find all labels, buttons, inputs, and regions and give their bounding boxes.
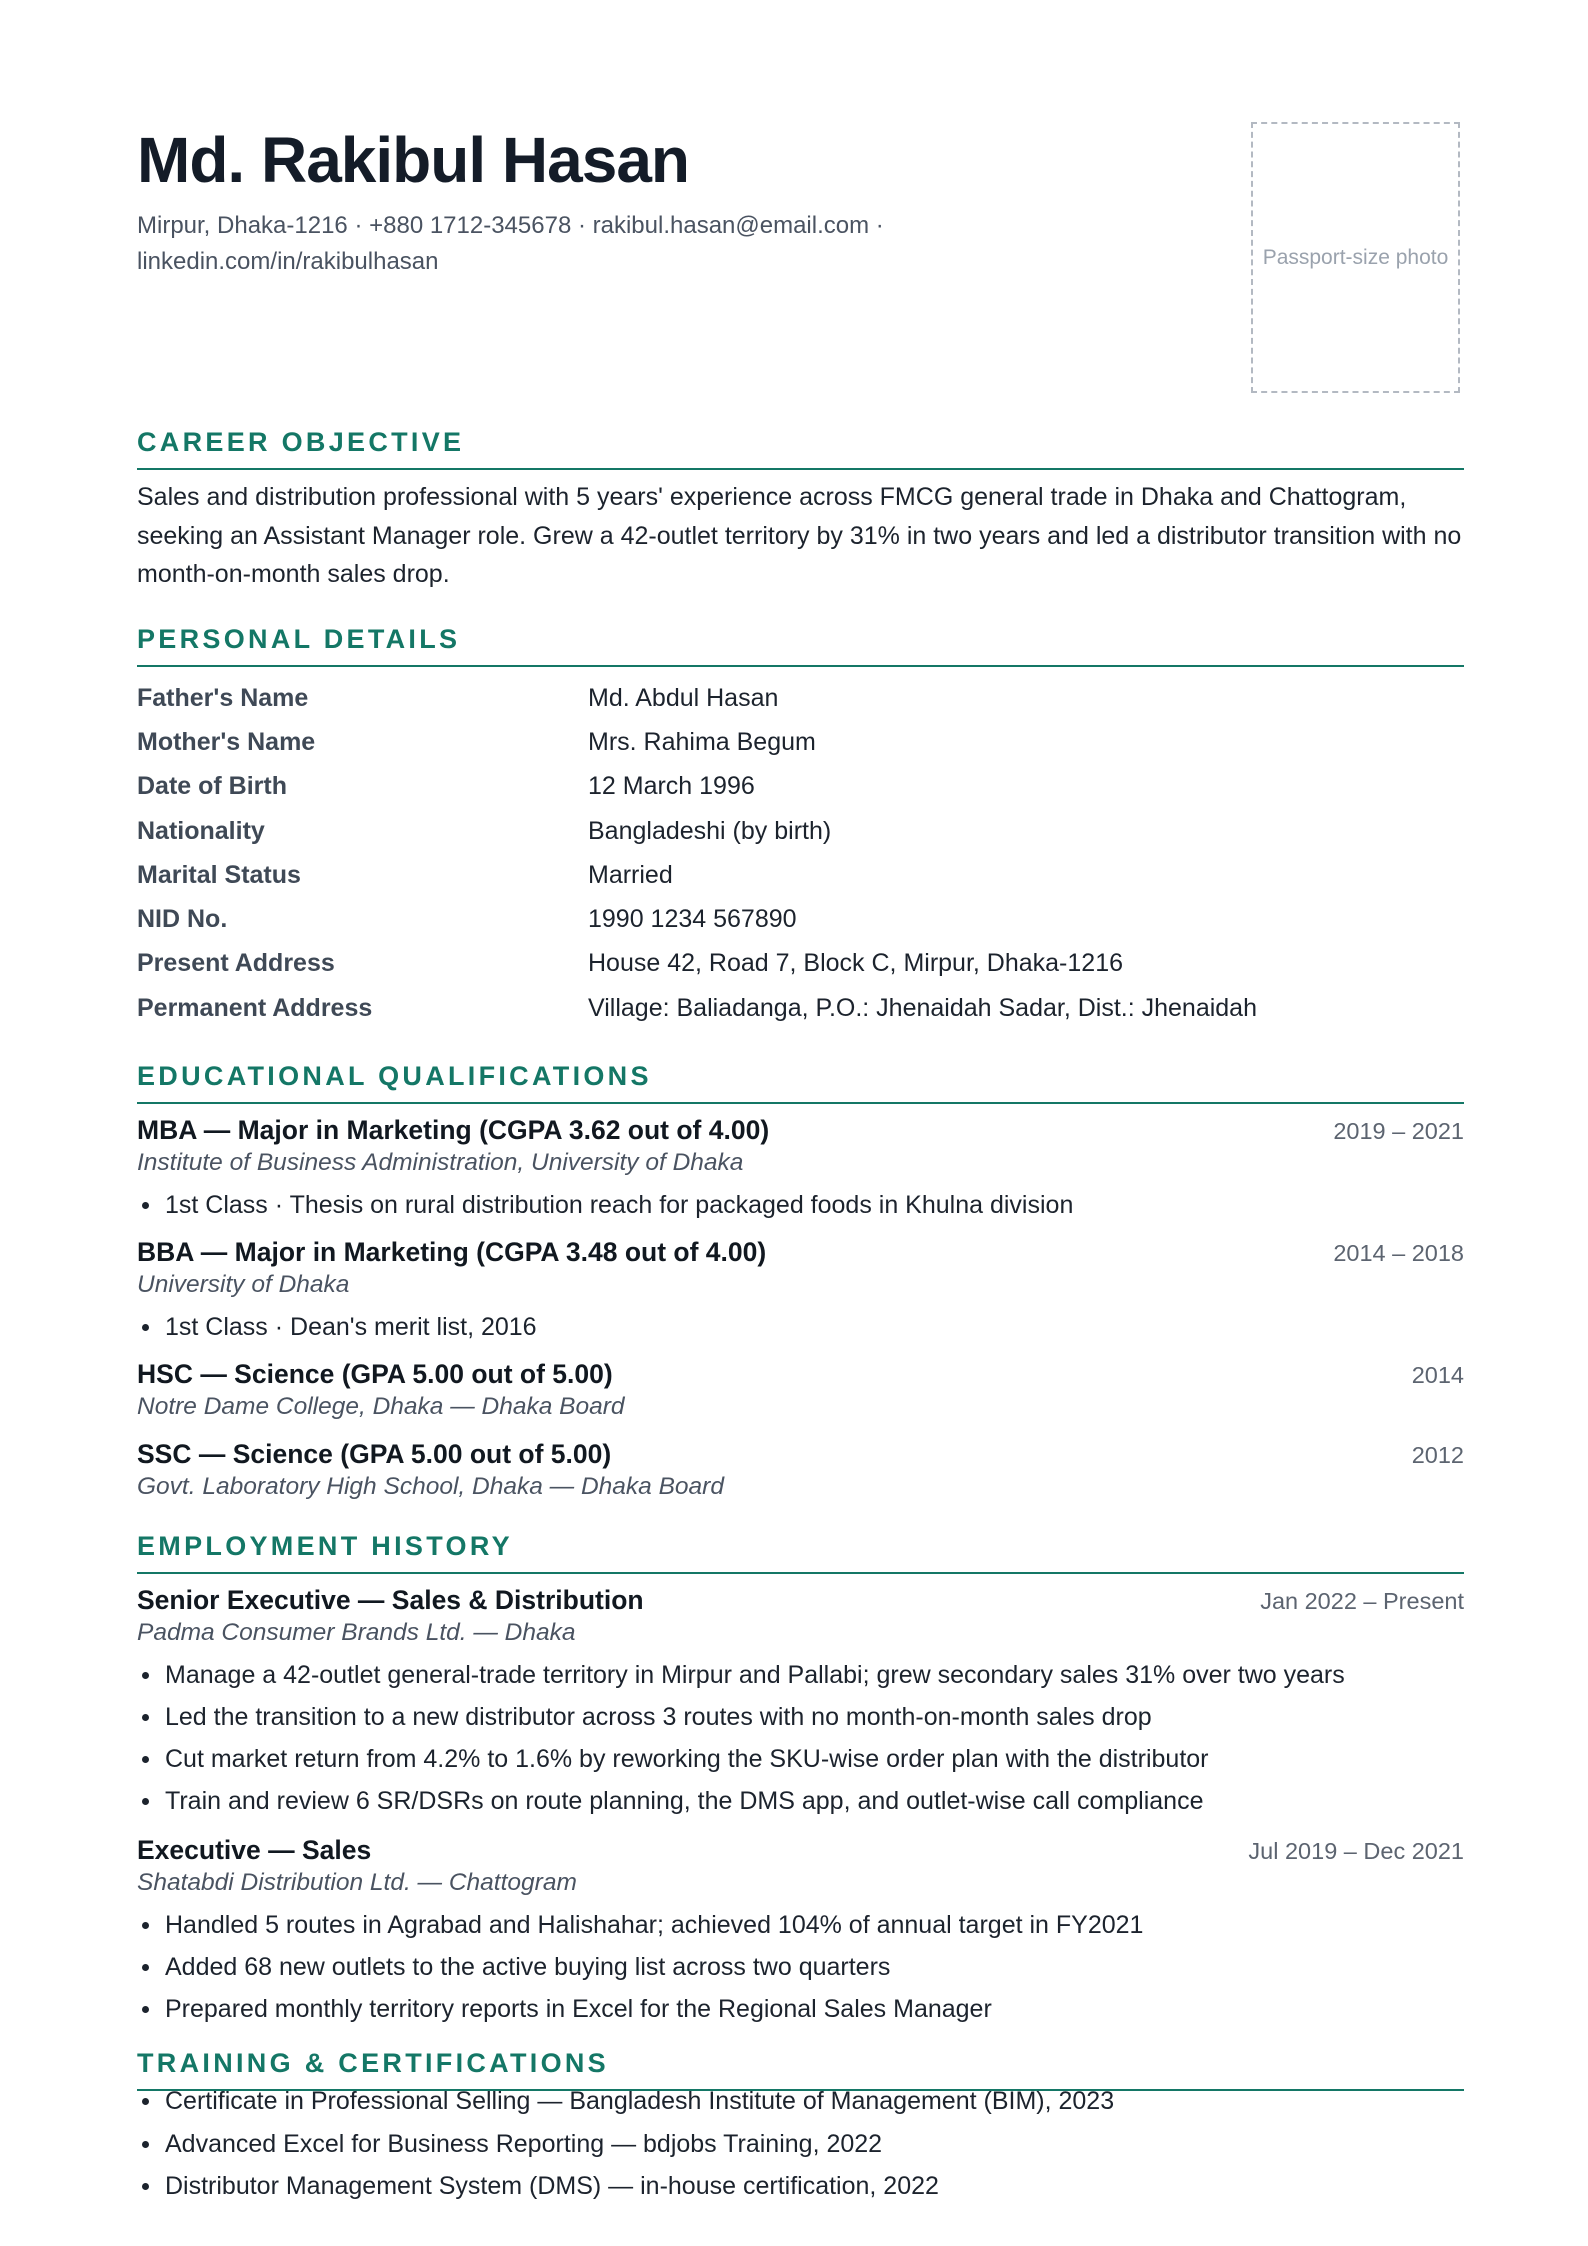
institution-name: University of Dhaka <box>137 1271 350 1298</box>
detail-value: Married <box>588 860 673 889</box>
detail-label: Marital Status <box>137 860 301 889</box>
education-notes <box>137 1306 1464 1348</box>
list-item: Train and review 6 SR/DSRs on route planning, the DMS app, and outlet-wise call compliance <box>137 1780 1464 1822</box>
list-item: 1st Class · Thesis on rural distribution reach for packaged foods in Khulna division <box>137 1184 1464 1226</box>
company-name: Padma Consumer Brands Ltd. — Dhaka <box>137 1619 576 1646</box>
job-entry <box>137 1833 1464 2030</box>
detail-row <box>137 853 1464 897</box>
job-bullets <box>137 1654 1464 1822</box>
list-item: Led the transition to a new distributor across 3 routes with no month-on-month sales drop <box>137 1696 1464 1738</box>
contact-line: Mirpur, Dhaka-1216 · +880 1712-345678 · rakibul.hasan@email.com · <box>137 212 884 239</box>
list-item: Manage a 42-outlet general-trade territory in Mirpur and Pallabi; grew secondary sales 31% over two years <box>137 1654 1464 1696</box>
detail-row <box>137 809 1464 853</box>
detail-value: Village: Baliadanga, P.O.: Jhenaidah Sadar, Dist.: Jhenaidah <box>588 993 1257 1022</box>
detail-row <box>137 765 1464 809</box>
job-role: Executive — Sales <box>137 1835 372 1865</box>
degree-years: 2019 – 2021 <box>1333 1118 1464 1144</box>
detail-label: Nationality <box>137 816 265 845</box>
list-item: 1st Class · Dean's merit list, 2016 <box>137 1306 1464 1348</box>
detail-value: Md. Abdul Hasan <box>588 683 779 712</box>
detail-value: Bangladeshi (by birth) <box>588 816 832 845</box>
education-entry <box>137 1113 1464 1226</box>
photo-placeholder-label: Passport-size photo <box>1262 245 1449 269</box>
degree-title: SSC — Science (GPA 5.00 out of 5.00) <box>137 1439 612 1469</box>
detail-value: Mrs. Rahima Begum <box>588 727 816 756</box>
education-entry <box>137 1357 1464 1422</box>
degree-years: 2014 – 2018 <box>1333 1240 1464 1266</box>
job-dates: Jan 2022 – Present <box>1260 1588 1464 1614</box>
list-item: Cut market return from 4.2% to 1.6% by reworking the SKU-wise order plan with the distributor <box>137 1738 1464 1780</box>
detail-label: Permanent Address <box>137 993 373 1022</box>
detail-row <box>137 986 1464 1030</box>
list-item: Handled 5 routes in Agrabad and Halishahar; achieved 104% of annual target in FY2021 <box>137 1904 1464 1946</box>
detail-row <box>137 676 1464 720</box>
detail-value: House 42, Road 7, Block C, Mirpur, Dhaka-1216 <box>588 949 1123 978</box>
detail-label: NID No. <box>137 905 228 934</box>
detail-row <box>137 897 1464 941</box>
section-title-employment: EMPLOYMENT HISTORY <box>137 1529 1464 1574</box>
institution-name: Govt. Laboratory High School, Dhaka — Dhaka Board <box>137 1473 724 1500</box>
detail-label: Date of Birth <box>137 772 287 801</box>
detail-value: 12 March 1996 <box>588 772 755 801</box>
education-notes <box>137 1184 1464 1226</box>
job-entry <box>137 1583 1464 1822</box>
objective-text: Sales and distribution professional with 5 years' experience across FMCG general trade in Dhaka and Chattogram, seeking an Assistant Manager role. Grew a 42-outlet territory by 31% in two years and led a distributor transition with no month-on-month sales drop. <box>137 483 1462 588</box>
degree-years: 2012 <box>1411 1442 1464 1468</box>
detail-row <box>137 942 1464 986</box>
job-role: Senior Executive — Sales & Distribution <box>137 1585 644 1615</box>
linkedin-link[interactable]: linkedin.com/in/rakibulhasan <box>137 248 439 275</box>
list-item: Certificate in Professional Selling — Bangladesh Institute of Management (BIM), 2023 <box>137 2080 1464 2123</box>
section-title-education: EDUCATIONAL QUALIFICATIONS <box>137 1059 1464 1104</box>
company-name: Shatabdi Distribution Ltd. — Chattogram <box>137 1869 577 1896</box>
degree-title: BBA — Major in Marketing (CGPA 3.48 out of 4.00) <box>137 1237 767 1267</box>
institution-name: Institute of Business Administration, University of Dhaka <box>137 1149 744 1176</box>
detail-row <box>137 720 1464 764</box>
institution-name: Notre Dame College, Dhaka — Dhaka Board <box>137 1393 625 1420</box>
contact-info <box>137 208 957 280</box>
list-item: Added 68 new outlets to the active buying list across two quarters <box>137 1946 1464 1988</box>
section-title-objective: CAREER OBJECTIVE <box>137 425 1464 470</box>
job-bullets <box>137 1904 1464 2030</box>
section-title-training: TRAINING & CERTIFICATIONS <box>137 2046 1464 2091</box>
candidate-name: Md. Rakibul Hasan <box>137 124 689 196</box>
education-entry <box>137 1437 1464 1502</box>
training-list <box>137 2080 1464 2208</box>
degree-title: HSC — Science (GPA 5.00 out of 5.00) <box>137 1359 613 1389</box>
detail-label: Present Address <box>137 949 335 978</box>
personal-details-table <box>137 676 1464 1030</box>
list-item: Prepared monthly territory reports in Excel for the Regional Sales Manager <box>137 1988 1464 2030</box>
list-item: Distributor Management System (DMS) — in-house certification, 2022 <box>137 2165 1464 2208</box>
photo-placeholder <box>1251 122 1460 393</box>
section-title-personal: PERSONAL DETAILS <box>137 622 1464 667</box>
list-item: Advanced Excel for Business Reporting — bdjobs Training, 2022 <box>137 2123 1464 2166</box>
degree-years: 2014 <box>1411 1362 1464 1388</box>
degree-title: MBA — Major in Marketing (CGPA 3.62 out of 4.00) <box>137 1115 770 1145</box>
detail-value: 1990 1234 567890 <box>588 905 797 934</box>
education-entry <box>137 1235 1464 1348</box>
job-dates: Jul 2019 – Dec 2021 <box>1248 1838 1464 1864</box>
detail-label: Mother's Name <box>137 727 316 756</box>
detail-label: Father's Name <box>137 683 309 712</box>
